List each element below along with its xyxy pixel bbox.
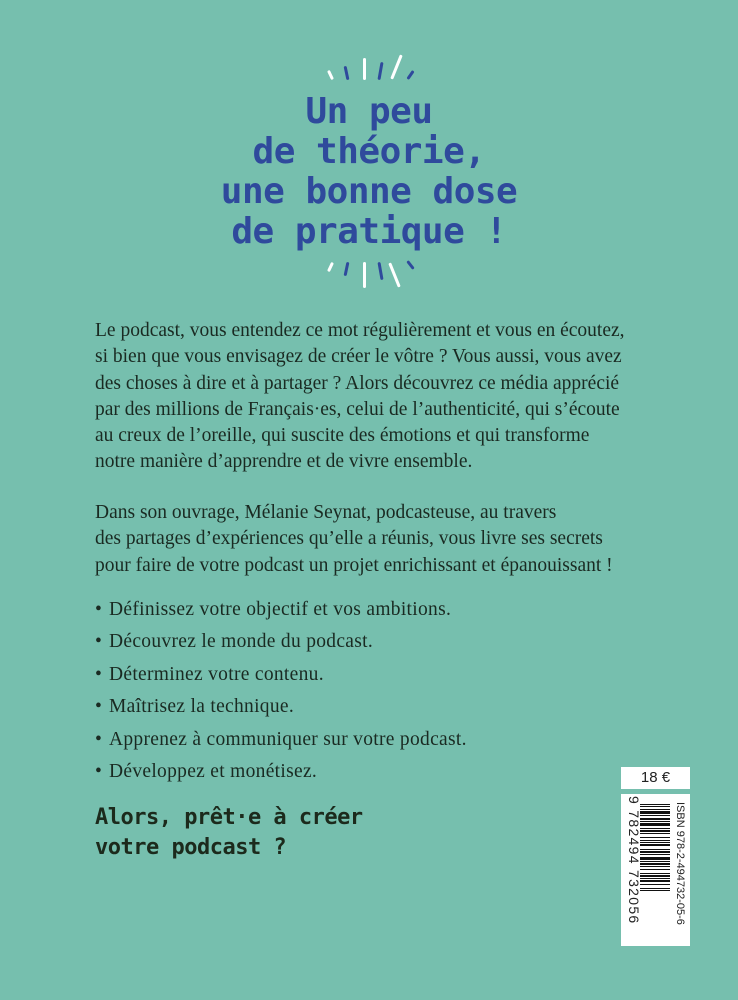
- list-item: [95, 724, 467, 756]
- paragraph-line: des choses à dire et à partager ? Alors découvrez ce média apprécié: [95, 372, 620, 394]
- list-item-text: Déterminez votre contenu.: [109, 663, 324, 685]
- list-item-text: Développez et monétisez.: [109, 760, 318, 782]
- sparkle-rays-top-icon: [309, 52, 429, 88]
- headline-line: Un peu: [305, 91, 433, 132]
- paragraph-line: au creux de l’oreille, qui suscite des émotions et qui transforme: [95, 425, 590, 447]
- barcode-bars-icon: [640, 804, 670, 938]
- list-item-text: Apprenez à communiquer sur votre podcast.: [109, 728, 467, 750]
- sparkle-rays-bottom-icon: [309, 258, 429, 294]
- list-item-text: Maîtrisez la technique.: [109, 696, 295, 718]
- cta-line: Alors, prêt·e à créer: [95, 805, 363, 830]
- paragraph-line: si bien que vous envisagez de créer le vôtre ? Vous aussi, vous avez: [95, 346, 622, 368]
- list-item: [95, 691, 467, 723]
- ean-digits: 9 782494 732056: [626, 796, 642, 925]
- call-to-action: [95, 803, 363, 863]
- barcode: [621, 794, 690, 946]
- price-label: 18 €: [621, 767, 690, 789]
- author-paragraph: [95, 500, 655, 579]
- bullet-icon: •: [95, 663, 103, 685]
- paragraph-line: notre manière d’apprendre et de vivre ensemble.: [95, 451, 473, 473]
- bullet-icon: •: [95, 696, 103, 718]
- list-item: [95, 594, 467, 626]
- headline: [0, 92, 738, 252]
- bullet-icon: •: [95, 760, 103, 782]
- headline-line: une bonne dose: [220, 171, 518, 212]
- bullet-icon: •: [95, 631, 103, 653]
- isbn-number: ISBN 978-2-494732-05-6: [674, 802, 686, 925]
- paragraph-line: pour faire de votre podcast un projet enrichissant et épanouissant !: [95, 554, 613, 576]
- bullet-icon: •: [95, 728, 103, 750]
- headline-line: de pratique !: [231, 211, 507, 252]
- intro-paragraph: [95, 318, 655, 476]
- list-item-text: Découvrez le monde du podcast.: [109, 631, 374, 653]
- list-item: [95, 659, 467, 691]
- cta-line: votre podcast ?: [95, 835, 287, 860]
- paragraph-line: Dans son ouvrage, Mélanie Seynat, podcasteuse, au travers: [95, 502, 557, 523]
- headline-block: [0, 52, 738, 294]
- paragraph-line: Le podcast, vous entendez ce mot régulièrement et vous en écoutez,: [95, 320, 625, 341]
- list-item: [95, 756, 467, 788]
- list-item-text: Définissez votre objectif et vos ambitions.: [109, 599, 452, 620]
- list-item: [95, 626, 467, 658]
- paragraph-line: des partages d’expériences qu’elle a réunis, vous livre ses secrets: [95, 528, 603, 550]
- paragraph-line: par des millions de Français·es, celui de l’authenticité, qui s’écoute: [95, 398, 620, 420]
- headline-line: de théorie,: [252, 131, 486, 172]
- bullet-list: [95, 594, 467, 788]
- bullet-icon: •: [95, 599, 103, 620]
